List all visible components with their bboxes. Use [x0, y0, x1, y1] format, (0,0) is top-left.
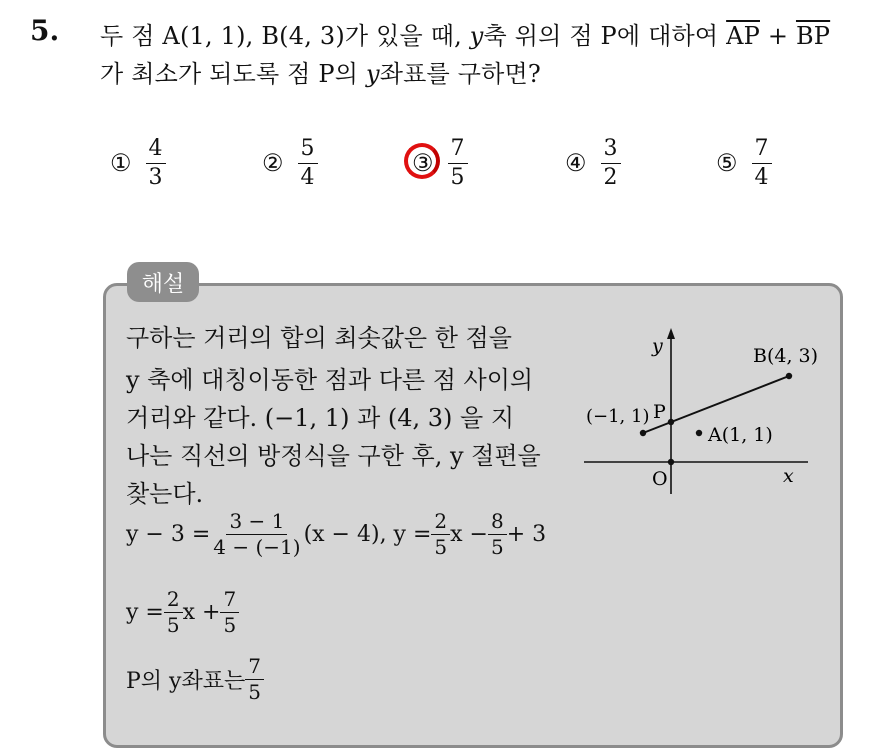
numerator: 3 − 1: [226, 510, 287, 535]
eq2-fraction-2: [220, 588, 239, 637]
choice-3-mark-wrap: [412, 149, 434, 177]
question-line-1: [100, 16, 830, 51]
y-axis-arrow-icon: [667, 328, 675, 339]
choice-1[interactable]: [110, 130, 166, 196]
eq1-tail: + 3: [506, 522, 547, 547]
var-y: y: [469, 22, 484, 50]
eq1-x: x −: [450, 522, 488, 547]
point-b-label: B(4, 3): [753, 345, 819, 367]
y-axis-label: y: [652, 335, 663, 357]
segment-bp: $\overline{BP}$: [795, 22, 831, 50]
denominator: 5: [223, 613, 237, 637]
choice-1-fraction: [146, 136, 166, 190]
denominator: 3: [148, 164, 163, 190]
choice-3[interactable]: [412, 130, 468, 196]
choice-5-mark: ⑤: [716, 149, 738, 177]
choice-3-fraction: [448, 136, 468, 190]
denominator: 5: [491, 535, 504, 559]
choice-4-mark: ④: [565, 149, 587, 177]
origin-point: [668, 459, 674, 465]
numerator: 7: [220, 588, 239, 613]
eq1-fraction-3: [488, 510, 507, 559]
numerator: 2: [164, 588, 183, 613]
answer-line: [126, 655, 264, 704]
numerator: 2: [431, 510, 450, 535]
question-text: 가 최소가 되도록 점 P의: [100, 60, 366, 88]
numerator: 7: [752, 136, 772, 163]
question-text: 축 위의 점 P에 대하여: [483, 22, 727, 50]
eq1-fraction: [210, 510, 303, 559]
denominator: 4: [754, 164, 769, 190]
point-p: [668, 419, 674, 425]
eq2-lhs: y =: [126, 600, 164, 625]
explanation-line-1: 구하는 거리의 합의 최솟값은 한 점을: [126, 324, 512, 352]
explanation-line-3: 거리와 같다. (−1, 1) 과 (4, 3) 을 지: [126, 404, 515, 432]
answer-fraction: [245, 655, 264, 704]
equation-1: [126, 510, 546, 559]
eq1-lhs: y − 3 =: [126, 522, 211, 547]
explanation-line-4: 나는 직선의 방정식을 구한 후, y 절편을: [126, 442, 541, 470]
point-aprime-label: (−1, 1): [586, 406, 650, 427]
eq1-mid: (x − 4), y =: [303, 522, 432, 547]
question-line-2: [100, 54, 541, 89]
choice-2-fraction: [298, 136, 318, 190]
choice-4[interactable]: [565, 130, 621, 196]
numerator: 4: [146, 136, 166, 163]
denominator: 5: [166, 613, 180, 637]
point-a-label: A(1, 1): [708, 424, 773, 446]
denominator: 4 − (−1): [213, 535, 301, 559]
explanation-tag: 해설: [127, 262, 199, 302]
denominator: 5: [248, 680, 261, 704]
eq1-fraction-2: [431, 510, 450, 559]
point-a: [696, 430, 702, 436]
point-p-label: P: [653, 401, 666, 423]
origin-label: O: [652, 468, 668, 490]
choice-3-mark: ③: [412, 149, 434, 177]
explanation-line-2: y 축에 대칭이동한 점과 다른 점 사이의: [126, 366, 534, 394]
denominator: 5: [450, 164, 465, 190]
point-aprime: [640, 430, 646, 436]
selected-circle-mark: [404, 143, 440, 179]
denominator: 4: [300, 164, 315, 190]
question-text: 좌표를 구하면?: [379, 60, 541, 88]
choice-5[interactable]: [716, 130, 772, 196]
choice-1-mark: ①: [110, 149, 132, 177]
coordinate-graph: [580, 322, 830, 502]
denominator: 5: [434, 535, 448, 559]
choice-4-fraction: [601, 136, 621, 190]
eq2-fraction-1: [164, 588, 183, 637]
choice-2[interactable]: [262, 130, 318, 196]
segment-ap: $\overline{AP}$: [726, 22, 760, 50]
numerator: 7: [448, 136, 468, 163]
point-b: [786, 373, 792, 379]
answer-text: P의 y좌표는: [126, 669, 246, 694]
question-text: 두 점 A(1, 1), B(4, 3)가 있을 때,: [100, 22, 470, 50]
numerator: 8: [488, 510, 507, 535]
plus-sign: +: [760, 22, 796, 50]
x-axis-label: x: [783, 465, 794, 487]
explanation-line-5: 찾는다.: [126, 480, 204, 508]
equation-2: [126, 588, 239, 637]
numerator: 3: [601, 136, 621, 163]
question-number: 5.: [30, 14, 60, 47]
numerator: 5: [298, 136, 318, 163]
choice-5-fraction: [752, 136, 772, 190]
numerator: 7: [245, 655, 264, 680]
eq2-x: x +: [182, 600, 221, 625]
var-y: y: [365, 60, 380, 88]
choice-2-mark: ②: [262, 149, 284, 177]
denominator: 2: [603, 164, 618, 190]
